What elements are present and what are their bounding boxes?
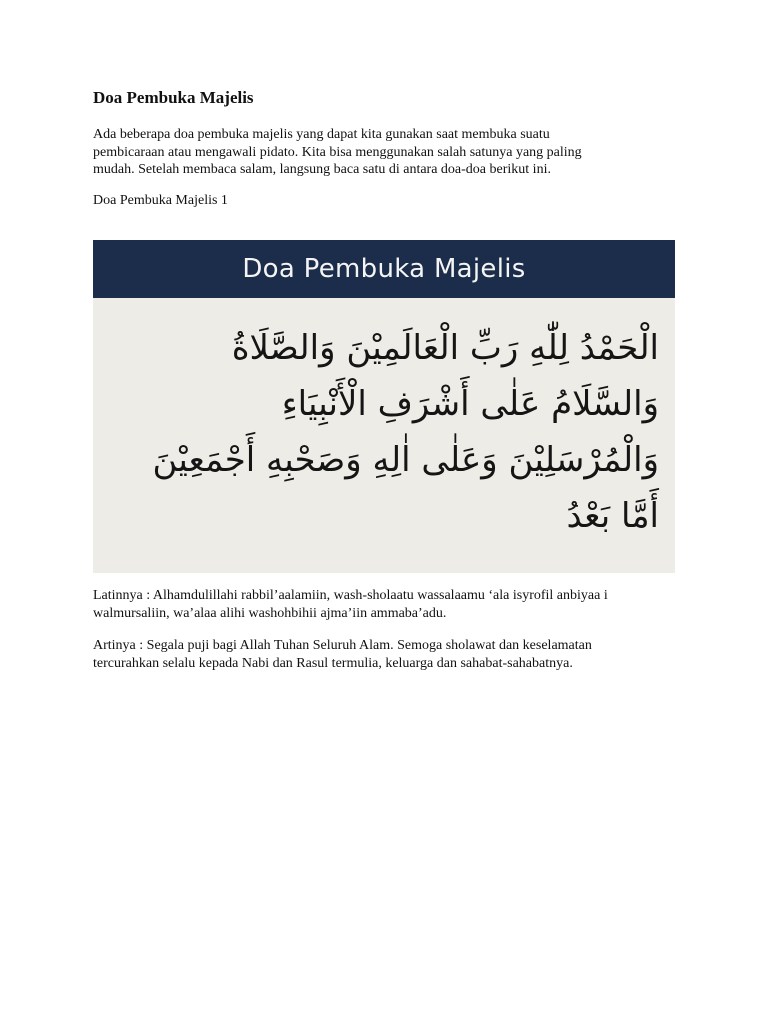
arabic-line: وَالسَّلَامُ عَلٰى أَشْرَفِ الْأَنْبِيَاءِ — [281, 384, 659, 424]
page-title: Doa Pembuka Majelis — [93, 88, 254, 107]
latin-paragraph — [93, 587, 693, 622]
doa-image-header — [93, 240, 675, 298]
latin-line: walmursaliin, wa’alaa alihi washohbihii ajma’iin ammaba’adu. — [93, 605, 447, 621]
intro-paragraph — [93, 126, 683, 179]
doa-image-title: Doa Pembuka Majelis — [242, 254, 526, 284]
translation-line: Artinya : Segala puji bagi Allah Tuhan Seluruh Alam. Semoga sholawat dan keselamatan — [93, 638, 592, 653]
intro-line: pembicaraan atau mengawali pidato. Kita bisa menggunakan salah satunya yang paling — [93, 144, 582, 160]
arabic-line: وَالْمُرْسَلِيْنَ وَعَلٰى اٰلِهِ وَصَحْبِهِ أَجْمَعِيْنَ — [152, 440, 659, 480]
section-subtitle: Doa Pembuka Majelis 1 — [93, 193, 228, 208]
translation-line: tercurahkan selalu kepada Nabi dan Rasul termulia, keluarga dan sahabat-sahabatnya. — [93, 655, 573, 671]
arabic-line: الْحَمْدُ لِلّٰهِ رَبِّ الْعَالَمِيْنَ وَالصَّلَاةُ — [231, 328, 659, 368]
doa-image — [93, 240, 675, 573]
intro-line: mudah. Setelah membaca salam, langsung baca satu di antara doa-doa berikut ini. — [93, 162, 551, 177]
latin-line: Latinnya : Alhamdulillahi rabbil’aalamiin, wash-sholaatu wassalaamu ‘ala isyrofil anbiyaa i — [93, 588, 608, 603]
arabic-text — [93, 298, 675, 544]
arabic-line: أَمَّا بَعْدُ — [566, 496, 659, 536]
intro-line: Ada beberapa doa pembuka majelis yang dapat kita gunakan saat membuka suatu — [93, 127, 550, 142]
translation-paragraph — [93, 637, 693, 672]
